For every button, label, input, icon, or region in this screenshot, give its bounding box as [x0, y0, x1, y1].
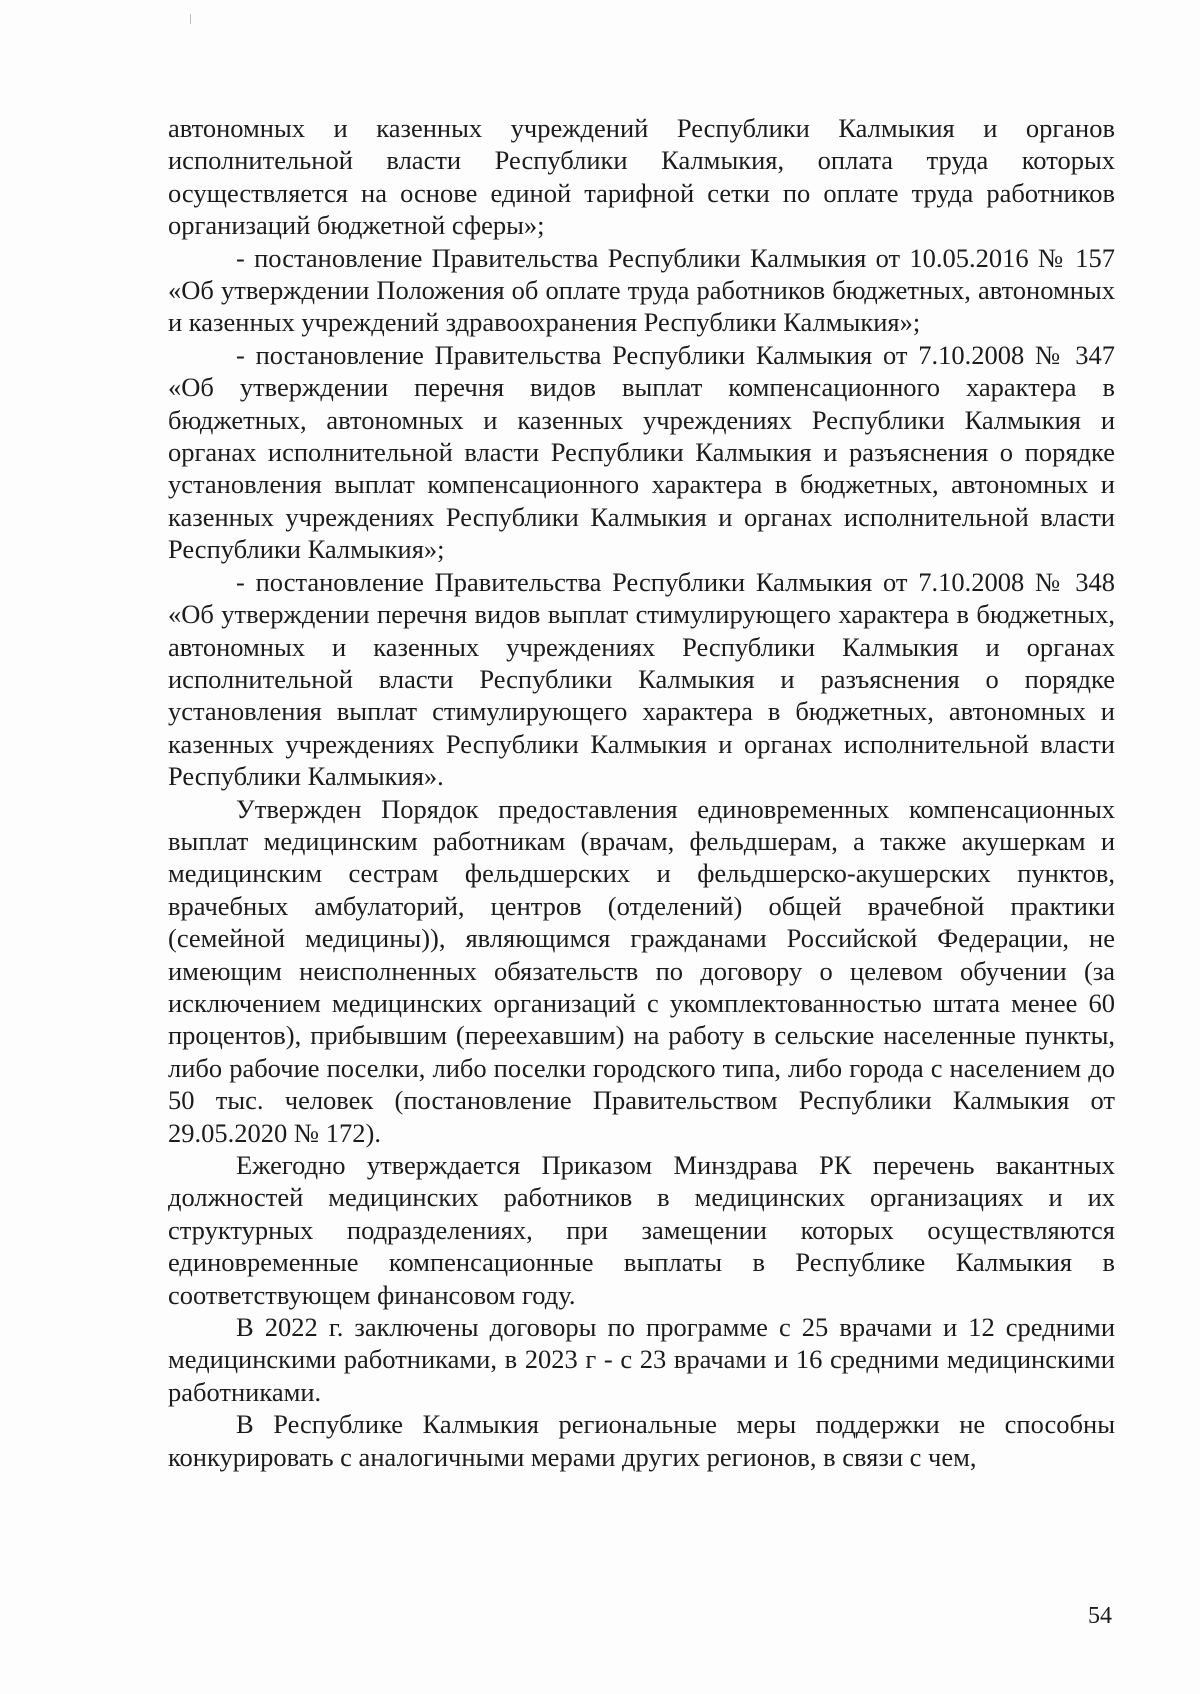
paragraph-contracts: В 2022 г. заключены договоры по программе с 25 врачами и 12 средними медицинскими работниками, в 2023 г - с 23 врачами и 16 средними медицинскими работниками.: [168, 1312, 1115, 1407]
scan-artifact: [190, 14, 191, 24]
paragraph-resolution-157: - постановление Правительства Республики Калмыкия от 10.05.2016 № 157 «Об утверждении Положения об оплате труда работников бюджетных, автономных и казенных учреждений здравоохранения Республики Калмыкия»;: [168, 242, 1115, 338]
page-number: 54: [1088, 1603, 1112, 1629]
paragraph-resolution-347: - постановление Правительства Республики Калмыкия от 7.10.2008 № 347 «Об утверждении перечня видов выплат компенсационного характера в бюджетных, автономных и казенных учреждениях Республики Калмыкия и органах исполнительной власти Республики Калмыкия и разъяснения о порядке установления выплат компенсационного характера в бюджетных, автономных и казенных учреждениях Республики Калмыкия и органах исполнительной власти Республики Калмыкия»;: [168, 339, 1115, 565]
document-body: [168, 112, 1115, 1473]
paragraph-resolution-348: - постановление Правительства Республики Калмыкия от 7.10.2008 № 348 «Об утверждении перечня видов выплат стимулирующего характера в бюджетных, автономных и казенных учреждениях Республики Калмыкия и органах исполнительной власти Республики Калмыкия и разъяснения о порядке установления выплат стимулирующего характера в бюджетных, автономных и казенных учреждениях Республики Калмыкия и органах исполнительной власти Республики Калмыкия».: [168, 566, 1115, 792]
paragraph-continuation: автономных и казенных учреждений Республики Калмыкия и органов исполнительной власти Республики Калмыкия, оплата труда которых осуществляется на основе единой тарифной сетки по оплате труда работников организаций бюджетной сферы»;: [168, 113, 1115, 241]
paragraph-vacancy-list: Ежегодно утверждается Приказом Минздрава РК перечень вакантных должностей медицинских работников в медицинских организациях и их структурных подразделениях, при замещении которых осуществляются единовременные компенсационные выплаты в Республике Калмыкия в соответствующем финансовом году.: [168, 1150, 1115, 1310]
paragraph-compensation-procedure: Утвержден Порядок предоставления единовременных компенсационных выплат медицинским работникам (врачам, фельдшерам, а также акушеркам и медицинским сестрам фельдшерских и фельдшерско-акушерских пунктов, врачебных амбулаторий, центров (отделений) общей врачебной практики (семейной медицины)), являющимся гражданами Российской Федерации, не имеющим неисполненных обязательств по договору о целевом обучении (за исключением медицинских организаций с укомплектованностью штата менее 60 процентов), прибывшим (переехавшим) на работу в сельские населенные пункты, либо рабочие поселки, либо поселки городского типа, либо города с населением до 50 тыс. человек (постановление Правительством Республики Калмыкия от 29.05.2020 № 172).: [168, 793, 1115, 1148]
paragraph-support-measures: В Республике Калмыкия региональные меры поддержки не способны конкурировать с аналогичными мерами других регионов, в связи с чем,: [168, 1409, 1115, 1472]
